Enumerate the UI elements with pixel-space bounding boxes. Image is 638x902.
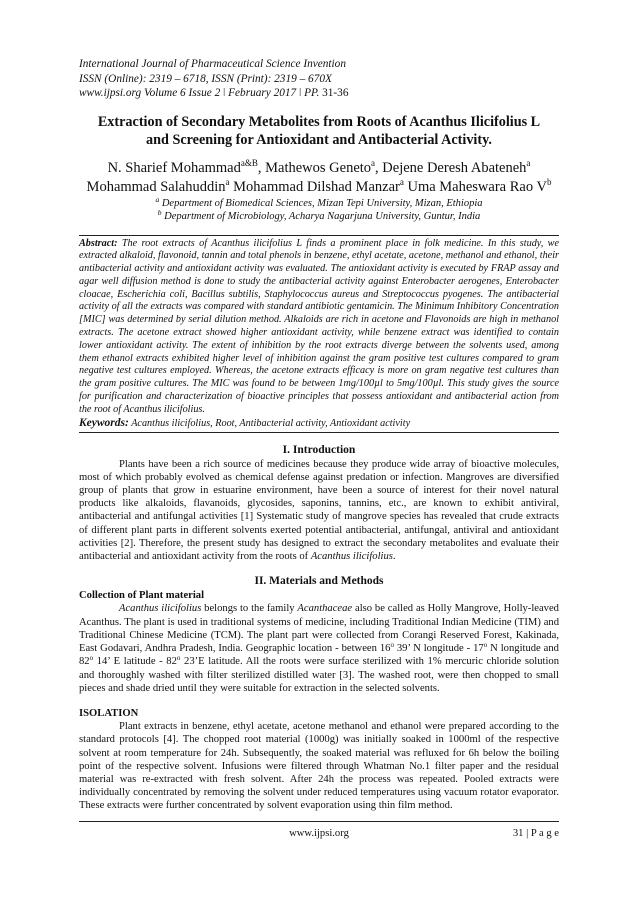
- collection-text: 39’ N longitude - 17: [393, 643, 484, 655]
- author-affil-mark: a: [225, 176, 230, 187]
- family-name: Acanthaceae: [297, 603, 353, 615]
- authors-line-1: [79, 159, 559, 178]
- intro-end: .: [392, 551, 396, 563]
- affiliations: [79, 194, 559, 223]
- affiliation-text: Department of Microbiology, Acharya Nagarjuna University, Guntur, India: [164, 210, 481, 222]
- author-name: N. Sharief Mohammad: [107, 159, 241, 176]
- abstract: [79, 238, 559, 417]
- affiliation-b: [79, 207, 559, 223]
- author-affil-mark: a: [399, 176, 404, 187]
- authors-line-2: [79, 178, 559, 197]
- abstract-label: Abstract:: [79, 237, 118, 249]
- subheading-isolation: ISOLATION: [79, 707, 139, 719]
- species-name: Acanthus ilicifolius: [119, 603, 202, 615]
- author-list: [79, 159, 559, 197]
- author-name: , Mathewos Geneto: [257, 159, 372, 176]
- abstract-text: The root extracts of Acanthus ilicifolius L finds a prominent place in folk medicine. In this study, we extracted alkaloid, flavonoid, tannin and total phenols in benzene, ethyl acetate, acetone, methanol and ethanol, their antibacterial activity and antioxidant activity was evaluated. The antioxidant activity is executed by FRAP assay and agar well diffusion method is done to study the antibacterial activity against Enterobacter aerogenes, Enterobacter cloacae, Escherichia coli, Bacillus subtilis, Staphylococcus aureus and Streptococcus pyogenes. The antibacterial activity of all the extracts was compared with standard antibiotic gentamicin. The Minimum Inhibitory Concentration [MIC] was determined by serial dilution method. Alkaloids are rich in acetone and Flavonoids are high in methanol extracts. The acetone extract showed higher antioxidant activity, while benzene extract was identified to contain lower antioxidant activity. The extent of inhibition by the root extracts diverge between the solvents used, among them ethanol extracts exhibited higher level of inhibition against the gram positive test cultures compared to gram negative test cultures employed. Whereas, the acetone extracts efficacy is more on gram negative test cultures than the gram positive cultures. The MIC was found to be between 1mg/100µl to 5mg/100µl. This study gives the source for purification and characterization of bioactive principles that possess antioxidant and antibacterial action from the root of Acanthus ilicifolius.: [79, 237, 559, 415]
- affiliation-text: Department of Biomedical Sciences, Mizan Tepi University, Mizan, Ethiopia: [161, 197, 483, 209]
- intro-species: Acanthus ilicifolius: [310, 551, 393, 563]
- section-heading-introduction: I. Introduction: [282, 443, 356, 456]
- degree-mark: o: [390, 641, 394, 650]
- author-name: Mohammad Dilshad Manzar: [229, 178, 400, 195]
- abstract-box: [79, 235, 559, 433]
- page-footer: [79, 821, 559, 839]
- keywords: [79, 417, 559, 430]
- journal-pages: 31-36: [319, 87, 349, 99]
- author-name: Mohammad Salahuddin: [86, 178, 226, 195]
- paper-page: [79, 57, 559, 813]
- collection-paragraph: [79, 602, 559, 694]
- collection-text: also be called as Holly Mangrove, Holly-leaved Acanthus. The plant is used in traditional systems of medicine, including Traditional Indian Medicine (TIM) and Traditional Chinese Medicine (TCM). The plant part were collected from Corangi Reserved Forest, Kakinada, East Godavari, Andhra Pradesh, India. Geographic location - between 16: [79, 603, 559, 655]
- footer-url: www.ijpsi.org: [289, 828, 349, 839]
- journal-volume-text: www.ijpsi.org Volume 6 Issue 2 ǀ February 2017 ǀ PP.: [79, 87, 320, 99]
- footer-page-number: 31 | P a g e: [512, 828, 559, 839]
- introduction-paragraph: [79, 458, 559, 564]
- affiliation-mark: a: [155, 194, 160, 204]
- section-heading-methods: II. Materials and Methods: [254, 575, 384, 588]
- paper-title: [79, 113, 559, 149]
- collection-text: 14’ E latitude - 82: [93, 656, 177, 668]
- isolation-paragraph: Plant extracts in benzene, ethyl acetate, acetone methanol and ethanol were prepared according to the standard protocols [4]. The chopped root material (1000g) was initially soaked in 1000ml of the respective solvent at room temperature for 24h. Subsequently, the soaked material was refluxed for 6h below the boiling point of the respective solvent. Infusions were filtered through Whatman No.1 filter paper and the residual material was re-extracted with fresh solvent. After 24h the process was repeated. Pooled extracts were individually concentrated by removing the solvent under reduced temperatures using vacuum rotator evaporator. These extracts were further concentrated by solvent evaporation using thin film method.: [79, 721, 559, 812]
- title-line-1: Extraction of Secondary Metabolites from Roots of Acanthus Ilicifolius L: [97, 113, 541, 130]
- degree-mark: o: [483, 641, 488, 650]
- title-line-2: and Screening for Antioxidant and Antibacterial Activity.: [146, 131, 492, 148]
- author-affil-mark: b: [546, 176, 552, 187]
- collection-text: N longitude and 82: [79, 643, 559, 668]
- journal-name: International Journal of Pharmaceutical Science Invention: [79, 58, 346, 70]
- collection-text: 23’E latitude. All the roots were surface sterilized with 1% mercuric chloride solution and thoroughly washed with filter sterilized distilled water [3]. The washed root, were then chopped to small pieces and shade dried until they were suitable for extraction in the selected solvents.: [79, 656, 559, 694]
- keywords-text: Acanthus ilicifolius, Root, Antibacterial activity, Antioxidant activity: [128, 417, 411, 429]
- affiliation-mark: b: [157, 207, 162, 217]
- journal-volume: [79, 86, 559, 101]
- journal-issn: ISSN (Online): 2319 – 6718, ISSN (Print): 2319 – 670X: [79, 72, 332, 85]
- author-affil-mark: a&B: [240, 157, 258, 168]
- degree-mark: o: [176, 654, 181, 663]
- degree-mark: o: [89, 654, 94, 663]
- subheading-collection: Collection of Plant material: [79, 590, 205, 602]
- intro-text: Plants have been a rich source of medicines because they produce wide array of bioactive molecules, most of which probably evolved as chemical defense against predation or infection. Mangroves are diversified group of plants that grow in estuarine environment, have been a source of interest for their novel natural products like alkaloids, flavanoids, glycosides, saponins, tannins, etc., are known to exhibit antiviral, antibacterial and antifungal activities [1] Systematic study of mangrove species has revealed that crude extracts of different plant parts in different solvents exerted potential antibacterial, antifungal, antiviral and antioxidant activities [2]. Therefore, the present study has designed to extract the secondary metabolites and evaluate their antibacterial and antioxidant activity from the roots of: [79, 458, 559, 563]
- collection-text: belongs to the family: [201, 603, 298, 615]
- author-affil-mark: a: [371, 157, 376, 168]
- author-name: , Dejene Deresh Abateneh: [375, 159, 527, 176]
- affiliation-a: [79, 194, 559, 210]
- journal-header: [79, 57, 559, 101]
- author-affil-mark: a: [526, 157, 531, 168]
- keywords-label: Keywords:: [79, 416, 129, 429]
- author-name: Uma Maheswara Rao V: [403, 178, 547, 195]
